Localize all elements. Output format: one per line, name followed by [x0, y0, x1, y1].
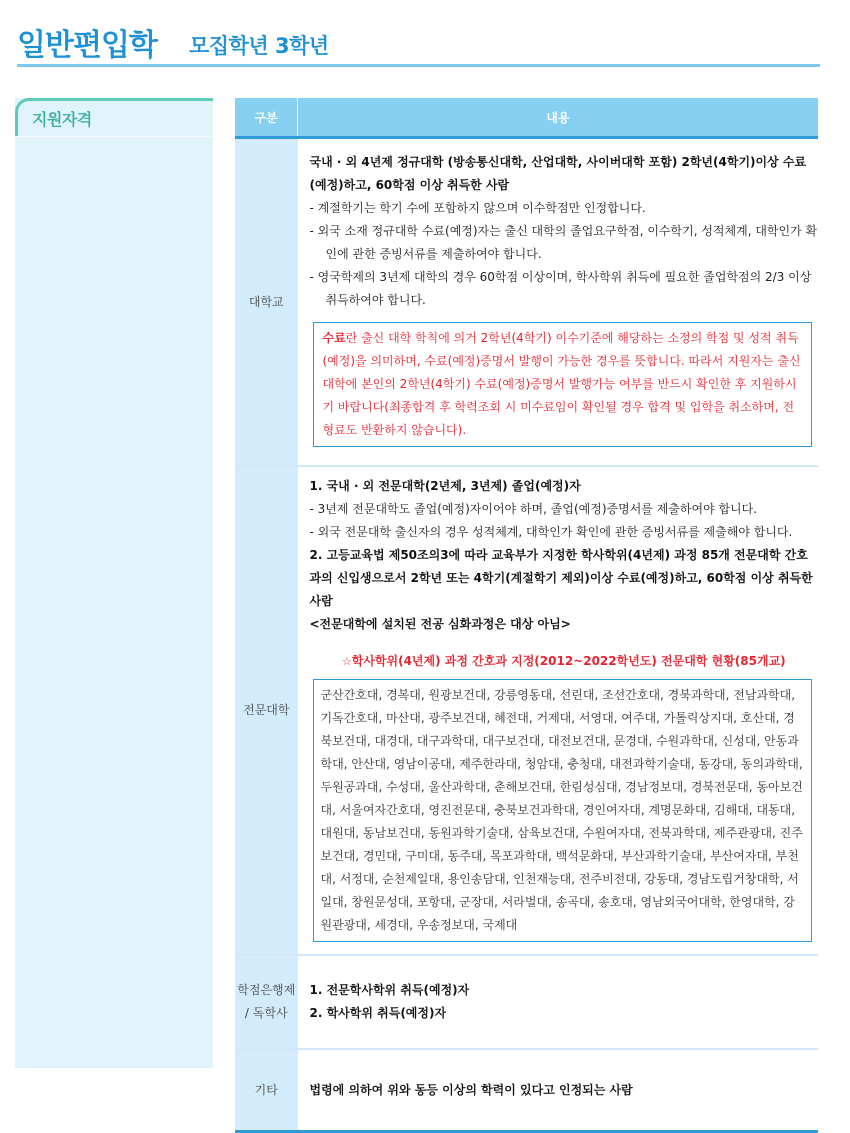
table-header-row: [235, 98, 818, 138]
college-list-box: 군산간호대, 경복대, 원광보건대, 강릉영동대, 선린대, 조선간호대, 경북과학대, 전남과학대, 기독간호대, 마산대, 광주보건대, 혜전대, 거제대, 서영대, 여주대, 가톨릭상지대, 호산대, 경북보건대, 대경대, 대구과학대, 대구보건대, 대전보건대, 문경대, 수원과학대, 신성대, 안동과학대, 안산대, 영남이공대, 제주한라대, 청암대, 충청대, 대전과학기술대, 동강대, 동의과학대, 두원공과대, 수성대, 울산과학대, 춘해보건대, 한림성심대, 경남정보대, 경북전문대, 동아보건대, 서울여자간호대, 영진전문대, 충북보건과학대, 경인여자대, 계명문화대, 김해대, 대동대, 대원대, 동남보건대, 동원과학기술대, 삼육보건대, 수원여자대, 전북과학대, 제주관광대, 진주보건대, 경민대, 구미대, 동주대, 목포과학대, 백석문화대, 부산과학기술대, 부산여자대, 부천대, 서정대, 순천제일대, 용인송담대, 인천재능대, 전주비전대, 강동대, 경남도립거창대학, 서일대, 창원문성대, 포항대, 군장대, 서라벌대, 송곡대, 송호대, 영남외국어대학, 한영대학, 강원관광대, 세경대, 우송정보대, 국제대: [313, 679, 813, 942]
college-list-title-text: 학사학위(4년제) 과정 간호과 지정(2012~2022학년도) 전문대학 현황(85개교): [351, 654, 786, 668]
category-line: / 독학사: [244, 1006, 288, 1020]
content-cell: [298, 138, 819, 467]
sidebar-divider: [15, 136, 213, 137]
junior-college-note: - 외국 전문대학 출신자의 경우 성적체계, 대학인가 확인에 관한 증빙서류를 제출해야 합니다.: [309, 525, 793, 539]
notice-text: 란 출신 대학 학칙에 의거 2학년(4학기) 이수기준에 해당하는 소정의 학점 및 성적 취득(예정)을 의미하며, 수료(예정)증명서 발행이 가능한 경우를 뜻합니다. 따라서 지원자는 출신대학에 본인의 2학년(4학기) 수료(예정)증명서 발행가능 여부를 반드시 확인한 후 지원하시기 바랍니다(최종합격 후 학력조회 시 미수료임이 확인될 경우 합격 및 입학을 취소하며, 전형료도 반환하지 않습니다).: [322, 331, 801, 437]
category-cell: 대학교: [235, 138, 298, 467]
table-row-etc: [235, 1049, 818, 1132]
star-icon: ☆: [341, 655, 352, 668]
category-cell: 전문대학: [235, 466, 298, 955]
junior-college-item-2-note: <전문대학에 설치된 전공 심화과정은 대상 아님>: [309, 617, 571, 631]
sidebar-tab-eligibility[interactable]: [15, 98, 213, 136]
sidebar: [15, 98, 213, 1068]
table-row-university: [235, 138, 818, 467]
junior-college-item-2: 2. 고등교육법 제50조의3에 따라 교육부가 지정한 학사학위(4년제) 과정 85개 전문대학 간호과의 신입생으로서 2학년 또는 4학기(계절학기 제외)이상 수료(예정)하고, 60학점 이상 취득한 사람: [309, 548, 813, 608]
credit-bank-item: 2. 학사학위 취득(예정)자: [309, 1006, 447, 1020]
notice-emphasis: 수료: [322, 331, 346, 345]
university-note: - 외국 소재 정규대학 수료(예정)자는 출신 대학의 졸업요구학점, 이수학기, 성적체계, 대학인가 확인에 관한 증빙서류를 제출하여야 합니다.: [309, 224, 818, 261]
credit-bank-item: 1. 전문학사학위 취득(예정)자: [309, 983, 470, 997]
content-cell: [298, 955, 819, 1049]
column-header-content: 내용: [298, 98, 819, 138]
table-row-credit-bank: [235, 955, 818, 1049]
junior-college-note: - 3년제 전문대학도 졸업(예정)자이어야 하며, 졸업(예정)증명서를 제출하여야 합니다.: [309, 502, 758, 516]
table-row-junior-college: [235, 466, 818, 955]
university-note: - 계절학기는 학기 수에 포함하지 않으며 이수학점만 인정합니다.: [309, 201, 646, 215]
page-title: 일반편입학: [17, 28, 157, 63]
page-subtitle: 모집학년 3학년: [189, 34, 329, 58]
junior-college-item-1: 1. 국내 · 외 전문대학(2년제, 3년제) 졸업(예정)자: [309, 479, 581, 493]
completion-notice-box: [313, 322, 813, 447]
category-cell: 기타: [235, 1049, 298, 1132]
page-header: [17, 14, 820, 67]
content-cell: [298, 466, 819, 955]
sidebar-tab-label: 지원자격: [32, 110, 92, 129]
etc-content: 법령에 의하여 위와 동등 이상의 학력이 있다고 인정되는 사람: [309, 1082, 633, 1097]
eligibility-table: [235, 98, 818, 1133]
category-line: 학점은행제: [237, 983, 296, 997]
content-cell: [298, 1049, 819, 1132]
column-header-category: 구분: [235, 98, 298, 138]
category-cell: [235, 955, 298, 1049]
university-note: - 영국학제의 3년제 대학의 경우 60학점 이상이며, 학사학위 취득에 필요한 졸업학점의 2/3 이상 취득하여야 합니다.: [309, 270, 812, 307]
college-list-title: [310, 650, 819, 673]
university-main-requirement: 국내 · 외 4년제 정규대학 (방송통신대학, 산업대학, 사이버대학 포함) 2학년(4학기)이상 수료(예정)하고, 60학점 이상 취득한 사람: [309, 155, 807, 192]
